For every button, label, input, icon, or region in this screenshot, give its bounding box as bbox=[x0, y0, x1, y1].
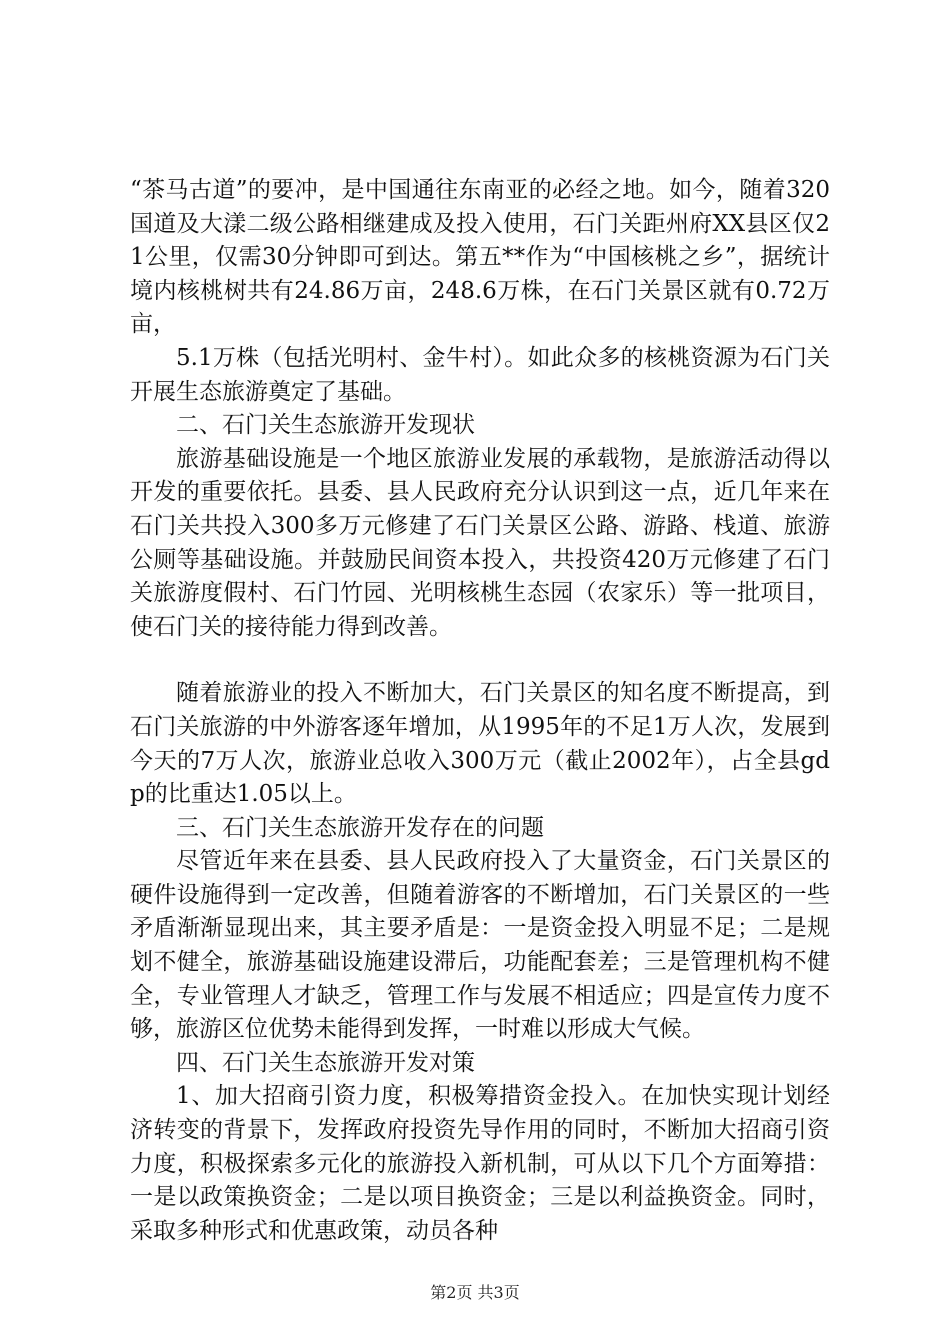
section-heading-countermeasures: 四、石门关生态旅游开发对策 bbox=[176, 1049, 475, 1076]
page-footer: 第2页 共3页 bbox=[430, 1283, 520, 1302]
paragraph-tourism-growth: 随着旅游业的投入不断加大，石门关景区的知名度不断提高，到石门关旅游的中外游客逐年增加，从1995年的不足1万人次，发展到今天的7万人次，旅游业总收入300万元（截止2002年），占全县gdp的比重达1.05以上。 bbox=[130, 680, 830, 808]
section-heading-problems: 三、石门关生态旅游开发存在的问题 bbox=[176, 814, 544, 841]
paragraph-walnut-resources: 5.1万株（包括光明村、金牛村）。如此众多的核桃资源为石门关开展生态旅游奠定了基础。 bbox=[130, 344, 830, 405]
paragraph-intro-continued: “茶马古道”的要冲，是中国通往东南亚的必经之地。如今，随着320国道及大漾二级公路相继建成及投入使用，石门关距州府XX县区仅21公里，仅需30分钟即可到达。第五**作为“中国核桃之乡”，据统计境内核桃树共有24.86万亩，248.6万株，在石门关景区就有0.72万亩， bbox=[130, 177, 830, 338]
paragraph-infrastructure: 旅游基础设施是一个地区旅游业发展的承载物，是旅游活动得以开发的重要依托。县委、县人民政府充分认识到这一点，近几年来在石门关共投入300多万元修建了石门关景区公路、游路、栈道、旅游公厕等基础设施。并鼓励民间资本投入，共投资420万元修建了石门关旅游度假村、石门竹园、光明核桃生态园（农家乐）等一批项目，使石门关的接待能力得到改善。 bbox=[130, 445, 830, 640]
paragraph-problems: 尽管近年来在县委、县人民政府投入了大量资金，石门关景区的硬件设施得到一定改善，但随着游客的不断增加，石门关景区的一些矛盾渐渐显现出来，其主要矛盾是：一是资金投入明显不足；二是规划不健全，旅游基础设施建设滞后，功能配套差；三是管理机构不健全，专业管理人才缺乏，管理工作与发展不相适应；四是宣传力度不够，旅游区位优势未能得到发挥，一时难以形成大气候。 bbox=[130, 848, 830, 1043]
section-heading-current-status: 二、石门关生态旅游开发现状 bbox=[176, 412, 475, 439]
paragraph-investment-measures: 1、加大招商引资力度，积极筹措资金投入。在加快实现计划经济转变的背景下，发挥政府投资先导作用的同时，不断加大招商引资力度，积极探索多元化的旅游投入新机制，可从以下几个方面筹措：一是以政策换资金；二是以项目换资金；三是以利益换资金。同时，采取多种形式和优惠政策，动员各种 bbox=[130, 1083, 830, 1244]
body-text bbox=[130, 174, 830, 1248]
